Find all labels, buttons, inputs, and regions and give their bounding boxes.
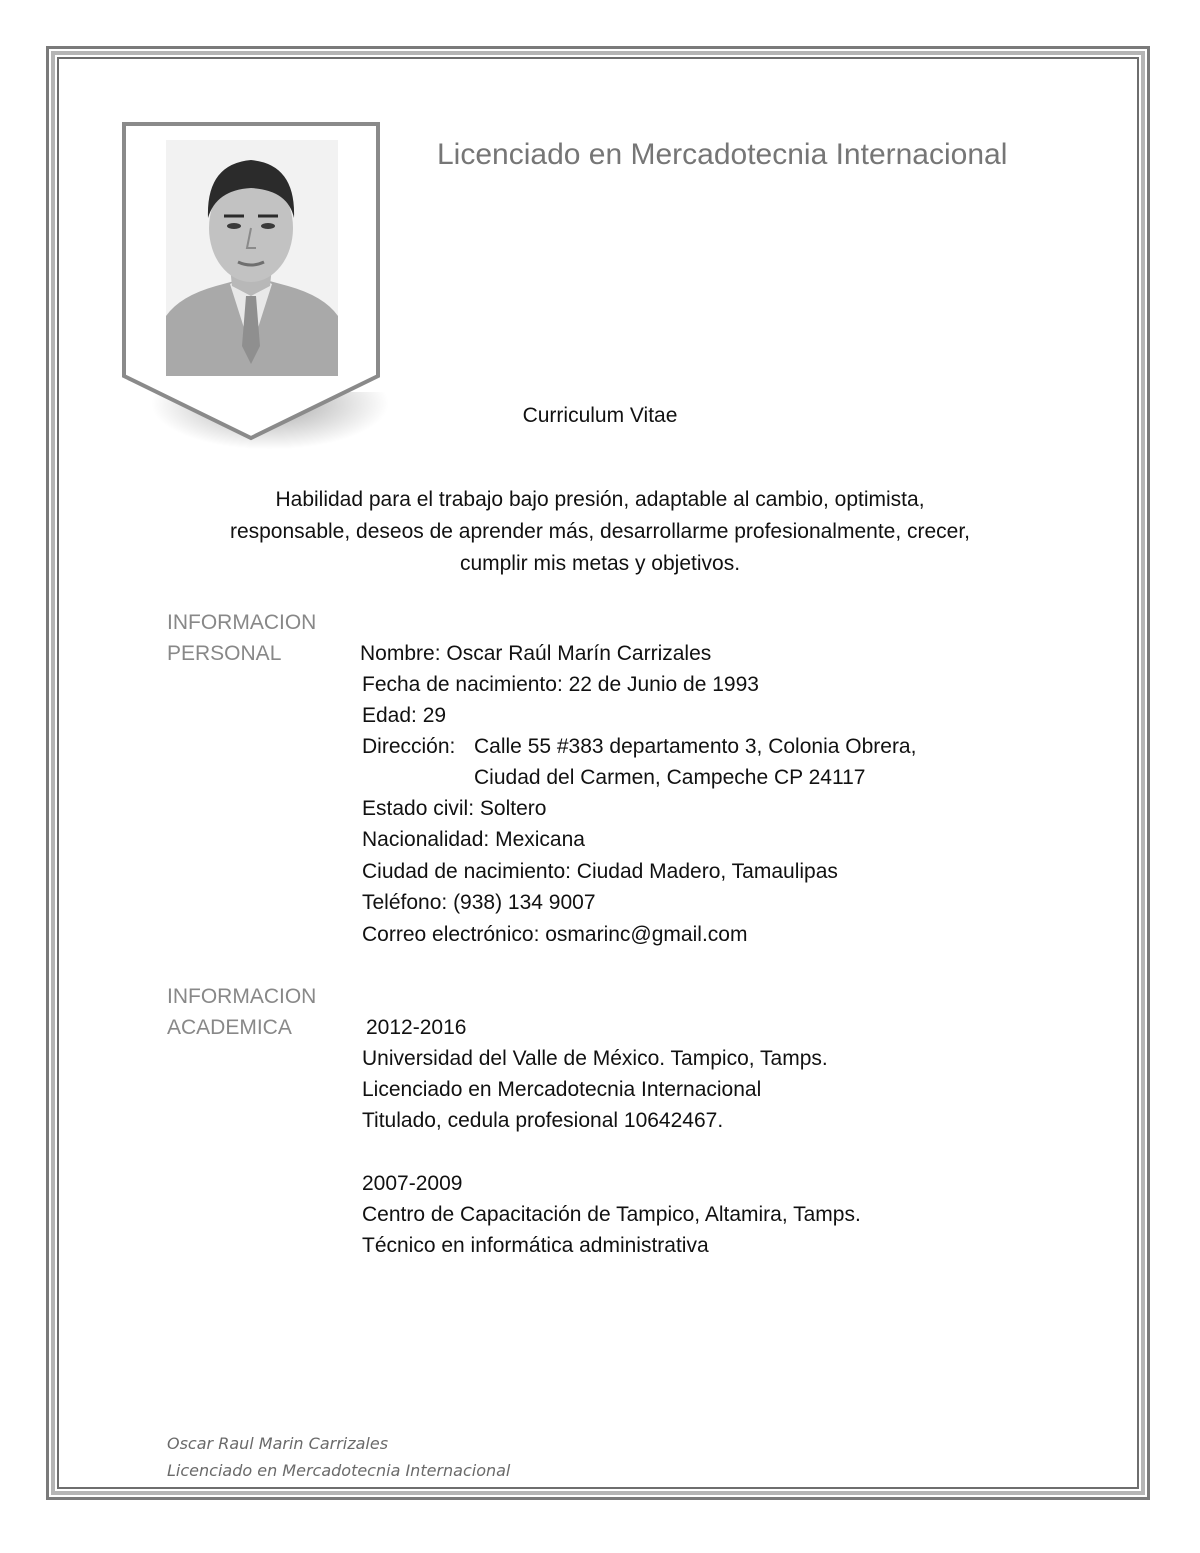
education-note: Titulado, cedula profesional 10642467. [362, 1109, 724, 1132]
education-school: Universidad del Valle de México. Tampico, Tamps. [362, 1047, 828, 1070]
education-degree: Técnico en informática administrativa [362, 1234, 709, 1257]
field-nombre: Nombre: Oscar Raúl Marín Carrizales [360, 642, 712, 665]
profile-summary [160, 484, 1040, 580]
field-telefono: Teléfono: (938) 134 9007 [362, 891, 596, 914]
field-nacionalidad: Nacionalidad: Mexicana [362, 828, 585, 851]
document-title: Curriculum Vitae [522, 404, 678, 427]
summary-line: responsable, deseos de aprender más, desarrollarme profesionalmente, crecer, [229, 520, 971, 543]
education-degree: Licenciado en Mercadotecnia Internacional [362, 1078, 762, 1101]
section-label-academica-line1: INFORMACION [167, 985, 317, 1008]
section-label-personal-line2: PERSONAL [167, 642, 282, 665]
footer-name: Oscar Raul Marin Carrizales [167, 1434, 389, 1453]
section-label-academica-line2: ACADEMICA [167, 1016, 292, 1039]
summary-line: cumplir mis metas y objetivos. [459, 552, 741, 575]
field-correo: Correo electrónico: osmarinc@gmail.com [362, 923, 748, 946]
footer-title: Licenciado en Mercadotecnia Internacional [167, 1461, 511, 1480]
field-fecha-nacimiento: Fecha de nacimiento: 22 de Junio de 1993 [362, 673, 759, 696]
section-label-personal-line1: INFORMACION [167, 611, 317, 634]
profile-photo-badge [120, 120, 382, 450]
profile-photo [166, 140, 338, 376]
education-years: 2007-2009 [362, 1172, 463, 1195]
field-direccion-label: Dirección: [362, 735, 456, 758]
field-edad: Edad: 29 [362, 704, 447, 727]
education-years: 2012-2016 [366, 1016, 467, 1039]
field-estado-civil: Estado civil: Soltero [362, 797, 547, 820]
field-direccion-line1: Calle 55 #383 departamento 3, Colonia Obrera, [474, 735, 917, 758]
education-school: Centro de Capacitación de Tampico, Altamira, Tamps. [362, 1203, 861, 1226]
field-direccion-line2: Ciudad del Carmen, Campeche CP 24117 [474, 766, 866, 789]
headline-title: Licenciado en Mercadotecnia Internacional [437, 138, 1008, 171]
summary-line: Habilidad para el trabajo bajo presión, adaptable al cambio, optimista, [275, 488, 925, 511]
field-ciudad-nacimiento: Ciudad de nacimiento: Ciudad Madero, Tamaulipas [362, 860, 838, 883]
